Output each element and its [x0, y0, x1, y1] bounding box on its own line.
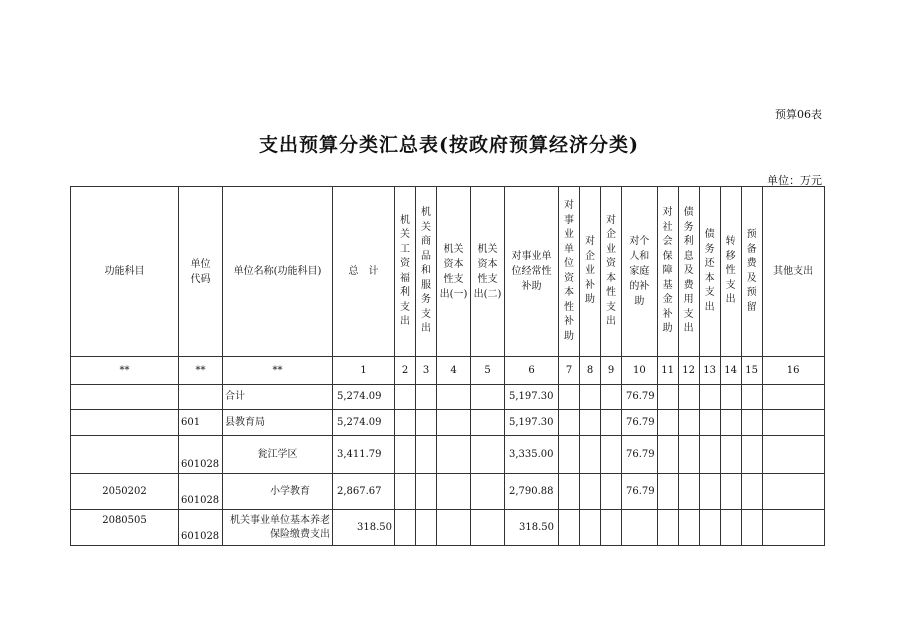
- cell-code: 601028: [179, 474, 223, 510]
- cell-c6: 2,790.88: [505, 474, 559, 510]
- page-title: 支出预算分类汇总表(按政府预算经济分类): [259, 134, 639, 156]
- cell-func: [71, 385, 179, 410]
- cell-c6: 318.50: [505, 510, 559, 546]
- index-cell: **: [179, 357, 223, 385]
- index-cell: 1: [333, 357, 395, 385]
- cell-name: 机关事业单位基本养老保险缴费支出: [223, 510, 333, 546]
- cell-name: 瓮江学区: [223, 436, 333, 474]
- index-row: [71, 357, 825, 385]
- table-row: [71, 510, 825, 546]
- header-c13: 债务还本支出: [699, 187, 720, 357]
- cell-name: 县教育局: [223, 410, 333, 436]
- index-cell: 9: [601, 357, 622, 385]
- header-c4: 机关资本性支出(一): [437, 187, 471, 357]
- index-cell: 14: [720, 357, 741, 385]
- cell-code: 601028: [179, 436, 223, 474]
- header-c9: 对企业资本性支出: [601, 187, 622, 357]
- cell-code: [179, 385, 223, 410]
- cell-c10: 76.79: [622, 474, 658, 510]
- cell-name: 小学教育: [223, 474, 333, 510]
- header-c2: 机关工资福利支出: [395, 187, 416, 357]
- index-cell: **: [223, 357, 333, 385]
- index-cell: **: [71, 357, 179, 385]
- index-cell: 15: [741, 357, 762, 385]
- cell-code: 601: [179, 410, 223, 436]
- table-row: [71, 385, 825, 410]
- cell-c6: 5,197.30: [505, 385, 559, 410]
- cell-c10: 76.79: [622, 436, 658, 474]
- header-c5: 机关资本性支出(二): [471, 187, 505, 357]
- cell-c6: 3,335.00: [505, 436, 559, 474]
- header-func: 功能科目: [71, 187, 179, 357]
- header-name: 单位名称(功能科目): [223, 187, 333, 357]
- cell-total: 5,274.09: [333, 410, 395, 436]
- header-c8: 对企业补助: [580, 187, 601, 357]
- index-cell: 2: [395, 357, 416, 385]
- cell-total: 318.50: [333, 510, 395, 546]
- index-cell: 5: [471, 357, 505, 385]
- index-cell: 4: [437, 357, 471, 385]
- cell-func: [71, 410, 179, 436]
- table-row: [71, 474, 825, 510]
- header-row: [71, 187, 825, 357]
- cell-func: 2080505: [71, 510, 179, 546]
- index-cell: 13: [699, 357, 720, 385]
- header-c11: 对社会保障基金补助: [657, 187, 678, 357]
- cell-func: [71, 436, 179, 474]
- header-c12: 债务利息及费用支出: [678, 187, 699, 357]
- index-cell: 6: [505, 357, 559, 385]
- unit-label: 单位：万元: [767, 174, 822, 187]
- budget-table: [70, 186, 825, 546]
- cell-total: 2,867.67: [333, 474, 395, 510]
- header-c10: 对个人和家庭的补助: [622, 187, 658, 357]
- index-cell: 11: [657, 357, 678, 385]
- header-c15: 预备费及预留: [741, 187, 762, 357]
- cell-c10: [622, 510, 658, 546]
- index-cell: 3: [416, 357, 437, 385]
- cell-name: 合计: [223, 385, 333, 410]
- cell-total: 3,411.79: [333, 436, 395, 474]
- cell-func: 2050202: [71, 474, 179, 510]
- header-c6: 对事业单位经常性补助: [505, 187, 559, 357]
- header-code: 单位代码: [179, 187, 223, 357]
- header-c14: 转移性支出: [720, 187, 741, 357]
- header-c7: 对事业单位资本性补助: [559, 187, 580, 357]
- cell-c6: 5,197.30: [505, 410, 559, 436]
- cell-total: 5,274.09: [333, 385, 395, 410]
- index-cell: 8: [580, 357, 601, 385]
- index-cell: 12: [678, 357, 699, 385]
- index-cell: 10: [622, 357, 658, 385]
- index-cell: 7: [559, 357, 580, 385]
- header-c3: 机关商品和服务支出: [416, 187, 437, 357]
- header-c16: 其他支出: [762, 187, 824, 357]
- cell-c10: 76.79: [622, 385, 658, 410]
- index-cell: 16: [762, 357, 824, 385]
- table-row: [71, 436, 825, 474]
- form-number: 预算06表: [775, 108, 822, 121]
- table-row: [71, 410, 825, 436]
- cell-c10: 76.79: [622, 410, 658, 436]
- cell-code: 601028: [179, 510, 223, 546]
- header-total: 总 计: [333, 187, 395, 357]
